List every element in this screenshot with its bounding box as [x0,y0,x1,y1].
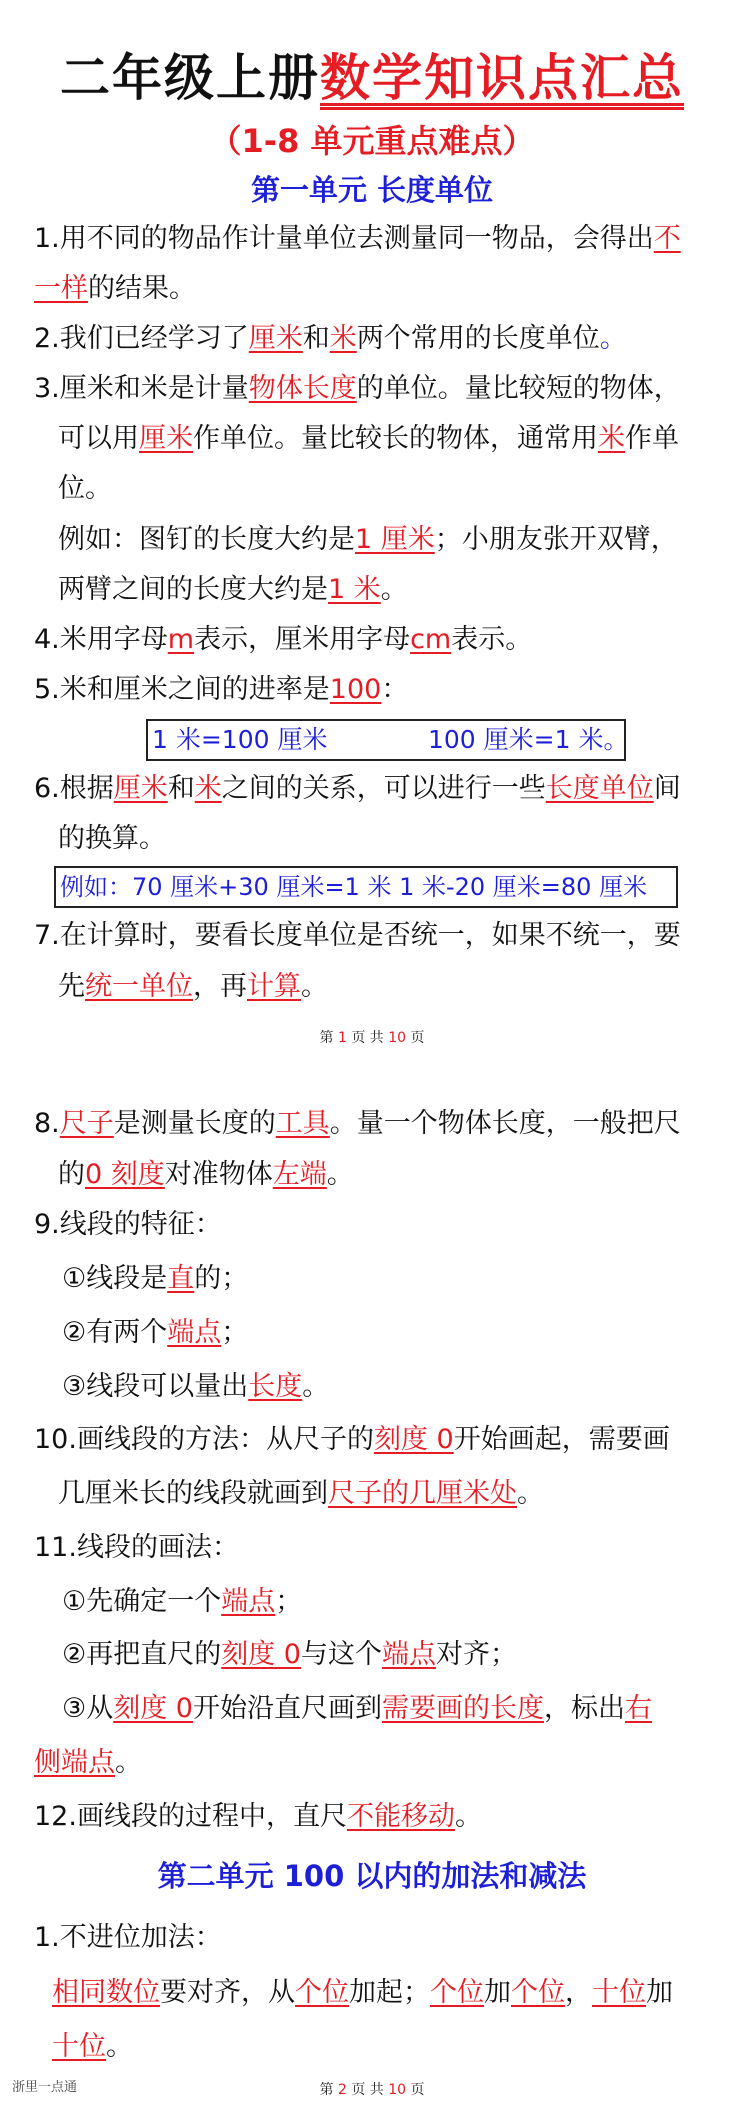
text-line: 几厘米长的线段就画到尺子的几厘米处。 [58,1478,544,1509]
text-line: 侧端点。 [34,1747,142,1778]
text-line: 12.画线段的过程中，直尺不能移动。 [34,1801,482,1832]
text-line: 例如：图钉的长度大约是1 厘米；小朋友张开双臂， [58,524,678,555]
watermark-text: 浙里一点通 [12,2080,78,2095]
text-line: ①先确定一个端点； [62,1586,303,1617]
text-line: 5.米和厘米之间的进率是100： [34,674,409,705]
example-box: 例如：70 厘米+30 厘米=1 米 1 米-20 厘米=80 厘米 [54,866,678,908]
text-line: 7.在计算时，要看长度单位是否统一，如果不统一，要 [34,920,681,951]
text-line: 可以用厘米作单位。量比较长的物体，通常用米作单 [58,423,679,454]
subtitle: （1-8 单元重点难点） [209,122,535,160]
text-line: 10.画线段的方法：从尺子的刻度 0开始画起，需要画 [34,1424,670,1455]
title-part1: 二年级上册 [60,49,320,107]
text-line: 十位。 [52,2031,133,2062]
text-line: ①线段是直的； [62,1263,249,1294]
text-line: 6.根据厘米和米之间的关系，可以进行一些长度单位间 [34,773,681,804]
text-line: 的0 刻度对准物体左端。 [58,1159,354,1190]
text-line: 2.我们已经学习了厘米和米两个常用的长度单位。 [34,323,627,354]
unit2-heading: 第二单元 100 以内的加法和减法 [157,1859,587,1893]
text-line: 9.线段的特征： [34,1209,222,1240]
page-title [0,38,744,110]
text-line: 先统一单位，再计算。 [58,971,328,1002]
text-line: 两臂之间的长度大约是1 米。 [58,574,408,605]
text-line: 相同数位要对齐，从个位加起；个位加个位，十位加 [52,1977,673,2008]
text-line: 3.厘米和米是计量物体长度的单位。量比较短的物体， [34,373,681,404]
page-footer-1: 第 1 页 共 10 页 [319,1030,425,1046]
text-line: ③从刻度 0开始沿直尺画到需要画的长度，标出右 [62,1693,652,1724]
text-line: 的换算。 [58,823,166,854]
text-line: ②有两个端点； [62,1317,249,1348]
text-line: 11.线段的画法： [34,1532,239,1563]
text-line: ②再把直尺的刻度 0与这个端点对齐； [62,1639,517,1670]
page-footer-2: 第 2 页 共 10 页 [319,2082,425,2098]
text-line: 一样的结果。 [34,273,196,304]
text-line: 位。 [58,473,112,504]
unit1-heading: 第一单元 长度单位 [250,173,494,207]
text-line: 1.用不同的物品作计量单位去测量同一物品，会得出不 [34,223,681,254]
conversion-box: 1 米=100 厘米 100 厘米=1 米。 [146,719,626,761]
text-line: 8.尺子是测量长度的工具。量一个物体长度，一般把尺 [34,1108,681,1139]
title-part2: 数学知识点汇总 [320,49,684,107]
text-line: 4.米用字母m表示，厘米用字母cm表示。 [34,624,533,655]
text-line: ③线段可以量出长度。 [62,1371,330,1402]
text-line: 1.不进位加法： [34,1922,222,1953]
